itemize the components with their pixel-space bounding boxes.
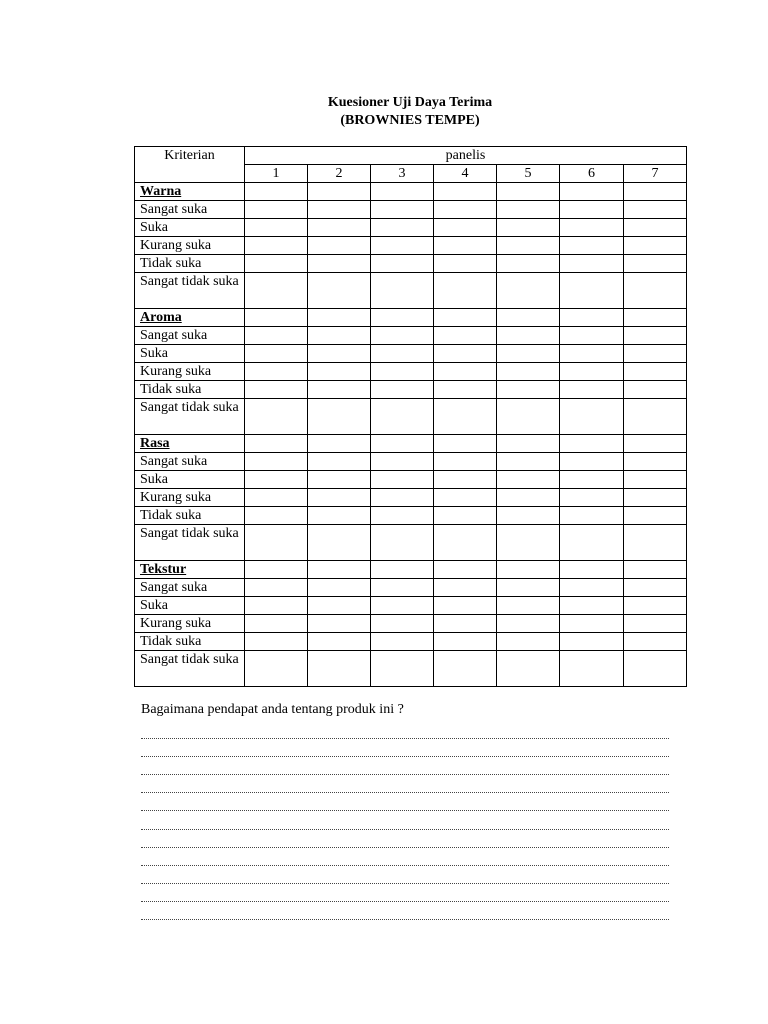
rating-cell[interactable] (308, 255, 371, 273)
rating-cell[interactable] (371, 579, 434, 597)
rating-cell[interactable] (434, 273, 497, 309)
section-title: Rasa (135, 435, 245, 453)
option-row (135, 237, 687, 255)
rating-cell[interactable] (560, 309, 624, 327)
rating-cell[interactable] (497, 597, 560, 615)
rating-cell[interactable] (245, 309, 308, 327)
rating-cell[interactable] (308, 345, 371, 363)
answer-line[interactable] (141, 738, 669, 739)
rating-cell[interactable] (497, 471, 560, 489)
rating-cell[interactable] (371, 381, 434, 399)
answer-line[interactable] (141, 810, 669, 811)
rating-cell[interactable] (560, 399, 624, 435)
rating-cell[interactable] (434, 615, 497, 633)
option-row (135, 219, 687, 237)
option-row (135, 327, 687, 345)
rating-cell[interactable] (371, 489, 434, 507)
option-label: Sangat suka (135, 453, 245, 471)
rating-cell[interactable] (624, 381, 687, 399)
rating-cell[interactable] (371, 651, 434, 687)
rating-cell[interactable] (560, 273, 624, 309)
rating-cell[interactable] (245, 327, 308, 345)
option-label: Sangat suka (135, 327, 245, 345)
rating-cell[interactable] (624, 525, 687, 561)
rating-cell[interactable] (371, 399, 434, 435)
rating-cell[interactable] (245, 597, 308, 615)
rating-cell[interactable] (308, 237, 371, 255)
rating-cell[interactable] (434, 579, 497, 597)
rating-cell[interactable] (245, 345, 308, 363)
rating-cell[interactable] (624, 651, 687, 687)
rating-cell[interactable] (308, 399, 371, 435)
rating-cell[interactable] (434, 435, 497, 453)
rating-cell[interactable] (371, 525, 434, 561)
rating-cell[interactable] (560, 219, 624, 237)
rating-cell[interactable] (560, 489, 624, 507)
panel-number-1: 1 (245, 165, 308, 183)
rating-cell[interactable] (497, 633, 560, 651)
rating-cell[interactable] (434, 525, 497, 561)
rating-cell[interactable] (497, 489, 560, 507)
rating-cell[interactable] (371, 255, 434, 273)
rating-cell[interactable] (308, 273, 371, 309)
option-label: Sangat tidak suka (135, 273, 245, 309)
rating-cell[interactable] (497, 651, 560, 687)
rating-cell[interactable] (497, 201, 560, 219)
rating-cell[interactable] (560, 381, 624, 399)
rating-cell[interactable] (371, 219, 434, 237)
option-label: Suka (135, 219, 245, 237)
option-label: Sangat tidak suka (135, 651, 245, 687)
rating-cell[interactable] (624, 399, 687, 435)
rating-cell[interactable] (245, 237, 308, 255)
answer-line[interactable] (141, 756, 669, 757)
option-row (135, 381, 687, 399)
rating-cell[interactable] (371, 309, 434, 327)
rating-cell[interactable] (371, 453, 434, 471)
option-label: Tidak suka (135, 633, 245, 651)
option-label: Tidak suka (135, 255, 245, 273)
rating-cell[interactable] (560, 561, 624, 579)
rating-cell[interactable] (245, 201, 308, 219)
rating-cell[interactable] (497, 219, 560, 237)
product-subtitle: (BROWNIES TEMPE) (340, 113, 480, 128)
rating-cell[interactable] (245, 561, 308, 579)
rating-cell[interactable] (308, 615, 371, 633)
rating-cell[interactable] (624, 507, 687, 525)
option-label: Kurang suka (135, 237, 245, 255)
rating-cell[interactable] (624, 219, 687, 237)
rating-cell[interactable] (308, 327, 371, 345)
panel-number-4: 4 (434, 165, 497, 183)
rating-cell[interactable] (497, 273, 560, 309)
rating-cell[interactable] (624, 489, 687, 507)
option-row (135, 471, 687, 489)
rating-cell[interactable] (245, 633, 308, 651)
option-label: Sangat tidak suka (135, 399, 245, 435)
rating-cell[interactable] (624, 363, 687, 381)
rating-cell[interactable] (434, 183, 497, 201)
rating-cell[interactable] (308, 183, 371, 201)
rating-cell[interactable] (434, 507, 497, 525)
rating-cell[interactable] (497, 399, 560, 435)
rating-cell[interactable] (245, 273, 308, 309)
answer-line[interactable] (141, 829, 669, 830)
option-row (135, 273, 687, 309)
option-label: Suka (135, 471, 245, 489)
rating-cell[interactable] (434, 471, 497, 489)
rating-cell[interactable] (560, 435, 624, 453)
rating-cell[interactable] (624, 615, 687, 633)
rating-cell[interactable] (371, 363, 434, 381)
rating-cell[interactable] (624, 183, 687, 201)
rating-cell[interactable] (371, 201, 434, 219)
option-label: Sangat suka (135, 579, 245, 597)
option-row (135, 489, 687, 507)
rating-cell[interactable] (245, 471, 308, 489)
rating-cell[interactable] (245, 579, 308, 597)
option-row (135, 345, 687, 363)
rating-cell[interactable] (245, 363, 308, 381)
panel-header: panelis (245, 147, 687, 165)
header-row (135, 147, 687, 165)
rating-cell[interactable] (560, 183, 624, 201)
rating-cell[interactable] (434, 309, 497, 327)
rating-cell[interactable] (245, 507, 308, 525)
option-row (135, 633, 687, 651)
rating-cell[interactable] (245, 615, 308, 633)
rating-cell[interactable] (371, 597, 434, 615)
option-row (135, 615, 687, 633)
answer-line[interactable] (141, 901, 669, 902)
rating-cell[interactable] (308, 525, 371, 561)
section-row (135, 309, 687, 327)
rating-cell[interactable] (434, 561, 497, 579)
rating-cell[interactable] (245, 255, 308, 273)
rating-cell[interactable] (434, 219, 497, 237)
rating-cell[interactable] (308, 309, 371, 327)
rating-cell[interactable] (434, 381, 497, 399)
option-label: Suka (135, 597, 245, 615)
option-label: Sangat tidak suka (135, 525, 245, 561)
rating-cell[interactable] (371, 435, 434, 453)
rating-cell[interactable] (434, 399, 497, 435)
rating-cell[interactable] (371, 561, 434, 579)
rating-cell[interactable] (497, 255, 560, 273)
rating-cell[interactable] (308, 201, 371, 219)
rating-cell[interactable] (560, 633, 624, 651)
panel-number-2: 2 (308, 165, 371, 183)
rating-cell[interactable] (560, 507, 624, 525)
rating-cell[interactable] (308, 381, 371, 399)
opinion-question: Bagaimana pendapat anda tentang produk ini ? (141, 702, 404, 717)
rating-cell[interactable] (624, 309, 687, 327)
rating-cell[interactable] (308, 471, 371, 489)
rating-cell[interactable] (434, 651, 497, 687)
rating-cell[interactable] (560, 345, 624, 363)
option-label: Tidak suka (135, 381, 245, 399)
rating-cell[interactable] (434, 453, 497, 471)
option-row (135, 597, 687, 615)
section-title: Warna (135, 183, 245, 201)
rating-cell[interactable] (497, 345, 560, 363)
answer-line[interactable] (141, 865, 669, 866)
rating-cell[interactable] (560, 237, 624, 255)
rating-cell[interactable] (245, 489, 308, 507)
rating-cell[interactable] (497, 579, 560, 597)
option-row (135, 525, 687, 561)
option-row (135, 363, 687, 381)
rating-cell[interactable] (371, 615, 434, 633)
rating-cell[interactable] (624, 633, 687, 651)
option-label: Sangat suka (135, 201, 245, 219)
rating-cell[interactable] (497, 525, 560, 561)
panel-number-6: 6 (560, 165, 624, 183)
rating-cell[interactable] (497, 363, 560, 381)
rating-cell[interactable] (560, 471, 624, 489)
rating-cell[interactable] (624, 255, 687, 273)
rating-cell[interactable] (434, 237, 497, 255)
rating-cell[interactable] (497, 453, 560, 471)
rating-cell[interactable] (245, 435, 308, 453)
rating-cell[interactable] (560, 597, 624, 615)
option-row (135, 201, 687, 219)
rating-cell[interactable] (434, 633, 497, 651)
rating-cell[interactable] (560, 651, 624, 687)
rating-cell[interactable] (624, 597, 687, 615)
rating-cell[interactable] (371, 273, 434, 309)
option-row (135, 399, 687, 435)
option-label: Suka (135, 345, 245, 363)
rating-cell[interactable] (624, 579, 687, 597)
rating-cell[interactable] (371, 183, 434, 201)
rating-cell[interactable] (245, 453, 308, 471)
rating-cell[interactable] (497, 327, 560, 345)
rating-cell[interactable] (624, 345, 687, 363)
rating-cell[interactable] (434, 255, 497, 273)
rating-cell[interactable] (624, 471, 687, 489)
rating-cell[interactable] (560, 453, 624, 471)
rating-cell[interactable] (434, 201, 497, 219)
option-label: Kurang suka (135, 363, 245, 381)
option-row (135, 453, 687, 471)
rating-cell[interactable] (497, 435, 560, 453)
rating-cell[interactable] (245, 525, 308, 561)
rating-cell[interactable] (497, 507, 560, 525)
rating-cell[interactable] (308, 561, 371, 579)
rating-cell[interactable] (497, 615, 560, 633)
rating-cell[interactable] (497, 561, 560, 579)
rating-cell[interactable] (308, 507, 371, 525)
section-title: Tekstur (135, 561, 245, 579)
questionnaire-title: Kuesioner Uji Daya Terima (327, 95, 493, 110)
rating-cell[interactable] (308, 219, 371, 237)
rating-cell[interactable] (434, 345, 497, 363)
rating-cell[interactable] (560, 201, 624, 219)
rating-cell[interactable] (434, 363, 497, 381)
rating-cell[interactable] (624, 435, 687, 453)
rating-cell[interactable] (308, 453, 371, 471)
answer-line[interactable] (141, 774, 669, 775)
rating-cell[interactable] (497, 237, 560, 255)
answer-line[interactable] (141, 919, 669, 920)
rating-cell[interactable] (245, 399, 308, 435)
option-row (135, 651, 687, 687)
rating-cell[interactable] (560, 615, 624, 633)
rating-cell[interactable] (434, 489, 497, 507)
rating-cell[interactable] (497, 309, 560, 327)
section-row (135, 435, 687, 453)
panel-number-7: 7 (624, 165, 687, 183)
rating-cell[interactable] (624, 453, 687, 471)
rating-cell[interactable] (308, 651, 371, 687)
rating-cell[interactable] (560, 327, 624, 345)
rating-cell[interactable] (434, 327, 497, 345)
option-row (135, 507, 687, 525)
rating-cell[interactable] (560, 579, 624, 597)
rating-cell[interactable] (245, 381, 308, 399)
rating-cell[interactable] (308, 489, 371, 507)
panel-number-3: 3 (371, 165, 434, 183)
rating-cell[interactable] (560, 525, 624, 561)
rating-cell[interactable] (497, 381, 560, 399)
rating-cell[interactable] (624, 201, 687, 219)
answer-line[interactable] (141, 847, 669, 848)
answer-line[interactable] (141, 792, 669, 793)
rating-cell[interactable] (624, 237, 687, 255)
rating-cell[interactable] (371, 633, 434, 651)
rating-cell[interactable] (308, 597, 371, 615)
panel-number-5: 5 (497, 165, 560, 183)
answer-line[interactable] (141, 883, 669, 884)
rating-cell[interactable] (371, 345, 434, 363)
rating-cell[interactable] (624, 327, 687, 345)
rating-cell[interactable] (371, 471, 434, 489)
rating-cell[interactable] (245, 219, 308, 237)
rating-cell[interactable] (371, 327, 434, 345)
option-label: Tidak suka (135, 507, 245, 525)
option-row (135, 255, 687, 273)
rating-cell[interactable] (245, 651, 308, 687)
option-label: Kurang suka (135, 489, 245, 507)
section-row (135, 561, 687, 579)
rating-cell[interactable] (245, 183, 308, 201)
section-row (135, 183, 687, 201)
rating-cell[interactable] (308, 579, 371, 597)
rating-cell[interactable] (371, 237, 434, 255)
rating-cell[interactable] (497, 183, 560, 201)
option-label: Kurang suka (135, 615, 245, 633)
section-title: Aroma (135, 309, 245, 327)
rating-cell[interactable] (308, 363, 371, 381)
rating-cell[interactable] (560, 363, 624, 381)
rating-cell[interactable] (308, 633, 371, 651)
rating-cell[interactable] (560, 255, 624, 273)
rating-cell[interactable] (308, 435, 371, 453)
criteria-header: Kriterian (135, 147, 245, 183)
rating-cell[interactable] (624, 561, 687, 579)
rating-cell[interactable] (434, 597, 497, 615)
rating-cell[interactable] (371, 507, 434, 525)
option-row (135, 579, 687, 597)
rating-cell[interactable] (624, 273, 687, 309)
rating-table (134, 146, 687, 687)
